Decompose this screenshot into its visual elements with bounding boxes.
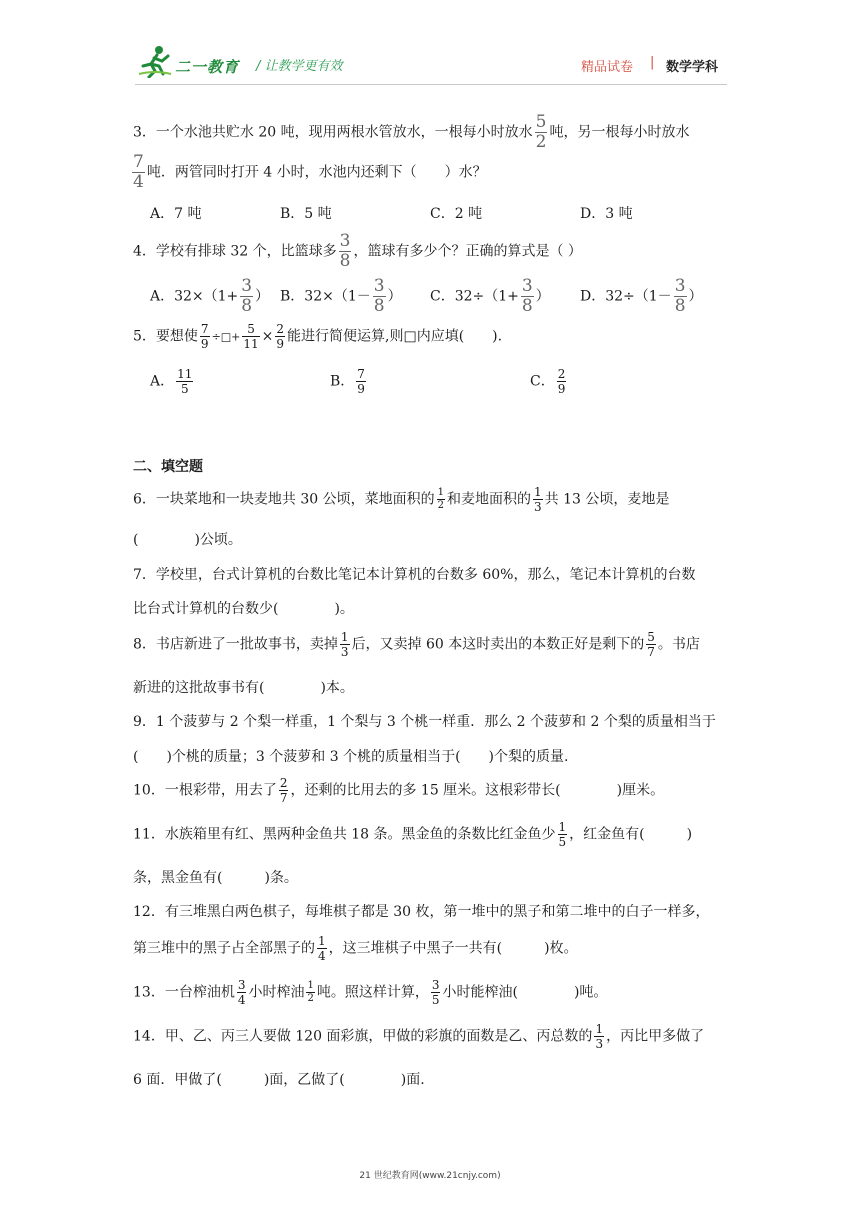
question-10: 10．一根彩带，用去了 $\frac{2}{7}$ ，还剩的比用去的多 15 厘米。这根彩带长( )厘米。 [133,776,665,805]
page-footer: 21 世纪教育网(www.21cnjy.com) [359,1171,501,1181]
question-14-line-2: 6 面．甲做了( )面，乙做了( )面. [133,1072,425,1088]
header-divider [135,84,727,85]
q4-option-b: B．32×（1－ $\frac{3}{8}$ ） [280,276,402,316]
logo-text: 二一教育 [175,58,240,76]
question-6-line-2: ( )公顷。 [133,532,242,548]
q3-option-c: C．2 吨 [430,206,483,222]
q4-option-c: C．32÷（1+ $\frac{3}{8}$ ） [430,276,550,316]
question-11-line-1: 11．水族箱里有红、黑两种金鱼共 18 条。黑金鱼的条数比红金鱼少 $\frac{1}{5}$ ，红金鱼有( ) [133,820,693,849]
question-9-line-1: 9．1 个菠萝与 2 个梨一样重，1 个梨与 3 个桃一样重．那么 2 个菠萝和 2 个梨的质量相当于 [133,714,716,730]
q5-option-a: A． $\frac{11}{5}$ [150,367,193,396]
question-13: 13．一台榨油机 $\frac{3}{4}$ 小时榨油 $\frac{1}{2}$ 吨。照这样计算， $\frac{3}{5}$ 小时能榨油( )吨。 [133,978,608,1007]
q3-option-a: A．7 吨 [150,206,202,222]
question-3-line-2: $\frac{7}{4}$ 吨．两管同时打开 4 小时，水池内还剩下（ ）水？ [133,152,487,192]
q5-option-c: C． $\frac{2}{9}$ [530,367,566,396]
question-14-line-1: 14．甲、乙、丙三人要做 120 面彩旗，甲做的彩旗的面数是乙、丙总数的 $\frac{1}{3}$ ，丙比甲多做了 [133,1022,705,1051]
question-9-line-2: ( )个桃的质量；3 个菠萝和 3 个桃的质量相当于( )个梨的质量. [133,749,569,765]
question-11-line-2: 条，黑金鱼有( )条。 [133,870,298,886]
question-12-line-2: 第三堆中的黑子占全部黑子的 $\frac{1}{4}$ ，这三堆棋子中黑子一共有( )枚。 [133,934,578,963]
fraction: $\frac{3}{8}$ [339,231,351,271]
question-12-line-1: 12．有三堆黑白两色棋子，每堆棋子都是 30 枚，第一堆中的黑子和第二堆中的白子一样多， [133,904,710,920]
section-title-fill-blank: 二、填空题 [133,459,203,475]
question-6-line-1: 6．一块菜地和一块麦地共 30 公顷，菜地面积的 $\frac{1}{2}$ 和麦地面积的 $\frac{1}{3}$ 共 13 公顷，麦地是 [133,485,670,514]
q3-option-d: D．3 吨 [580,206,633,222]
question-5: 5．要想使 $\frac{7}{9}$ ÷□+ $\frac{5}{11}$ × $\frac{2}{9}$ 能进行简便运算,则□内应填( ). [133,322,503,351]
question-7-line-1: 7．学校里，台式计算机的台数比笔记本计算机的台数多 60%，那么，笔记本计算机的台数 [133,567,696,583]
header-tag-premium: 精品试卷 [581,60,634,75]
runner-logo-icon [137,44,173,78]
fraction: $\frac{7}{4}$ [133,152,144,192]
header-tag-subject: 数学学科 [666,60,719,75]
header-slogan: / 让教学更有效 [256,59,343,74]
question-8-line-2: 新进的这批故事书有( )本。 [133,680,354,696]
question-7-line-2: 比台式计算机的台数少( )。 [133,601,354,617]
question-3-line-1: 3．一个水池共贮水 20 吨，现用两根水管放水，一根每小时放水 $\frac{5}{2}$ 吨，另一根每小时放水 [133,112,690,152]
question-4: 4．学校有排球 32 个，比篮球多 $\frac{3}{8}$ ，篮球有多少个？正确的算式是（ ） [133,231,582,271]
q5-option-b: B． $\frac{7}{9}$ [330,367,365,396]
q4-option-d: D．32÷（1－ $\frac{3}{8}$ ） [580,276,703,316]
question-8-line-1: 8．书店新进了一批故事书，卖掉 $\frac{1}{3}$ 后，又卖掉 60 本这时卖出的本数正好是剩下的 $\frac{5}{7}$ 。书店 [133,630,700,659]
header-separator: | [650,55,655,70]
q4-option-a: A．32×（1+ $\frac{3}{8}$ ） [150,276,270,316]
q3-option-b: B．5 吨 [280,206,332,222]
fraction: $\frac{5}{2}$ [535,112,547,152]
